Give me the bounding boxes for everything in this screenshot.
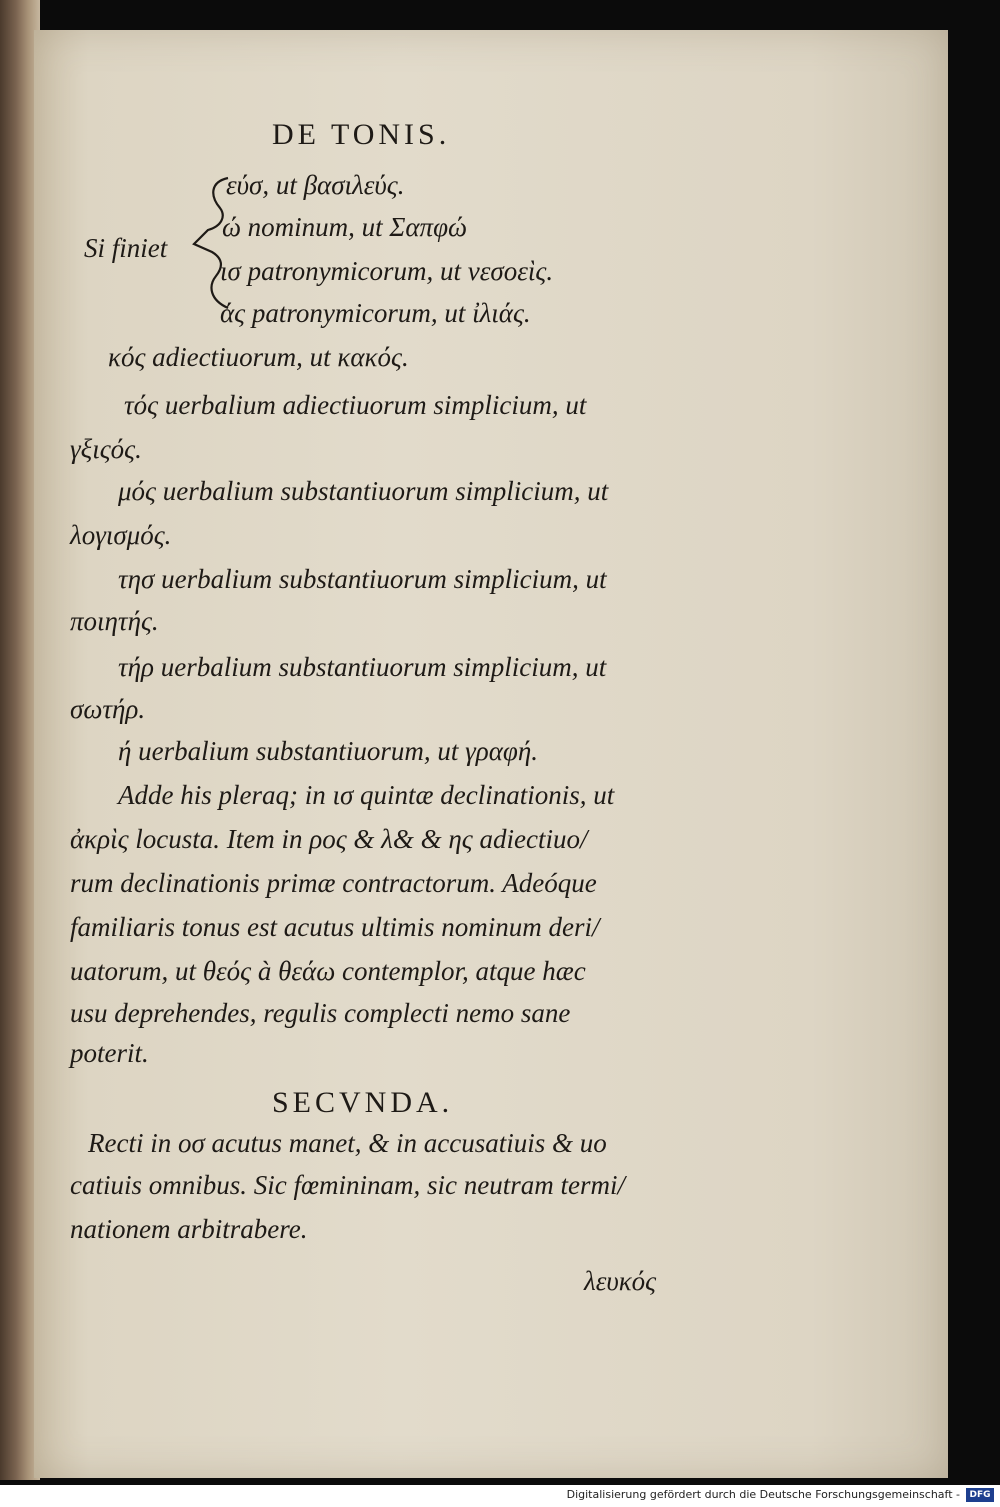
text-line: uatorum, ut θεός à θεάω contemplor, atque hæc (70, 956, 586, 986)
text-line: ή uerbalium substantiuorum, ut γραφή. (118, 736, 539, 766)
text-line: Adde his pleraq; in ισ quintæ declinationis, ut (118, 780, 615, 810)
text-line: familiaris tonus est acutus ultimis nominum deri/ (70, 912, 600, 942)
bracket-line: εύσ, ut βασιλεύς. (226, 170, 405, 200)
text-line: τός uerbalium adiectiuorum simplicium, ut (124, 390, 587, 420)
footer-credit: Digitalisierung gefördert durch die Deutsche Forschungsgemeinschaft - (566, 1488, 960, 1501)
text-line: poterit. (70, 1038, 149, 1068)
text-line: ποιητής. (70, 606, 159, 636)
bracket-line: ισ patronymicorum, ut νεσοεὶς. (220, 256, 554, 286)
text-line: usu deprehendes, regulis complecti nemo sane (70, 998, 571, 1028)
text-line: κός adiectiuorum, ut κακός. (108, 342, 409, 372)
text-line: μός uerbalium substantiuorum simplicium, ut (118, 476, 609, 506)
si-finiet-label: Si finiet (84, 233, 168, 263)
text-line: τήρ uerbalium substantiuorum simplicium, ut (118, 652, 607, 682)
text-line: rum declinationis primæ contractorum. Adeóque (70, 868, 597, 898)
page-header: DE TONIS. (272, 118, 451, 151)
bracket-line: άς patronymicorum, ut ἰλιάς. (220, 298, 531, 328)
section-title: SECVNDA. (272, 1086, 454, 1119)
section-line: Recti in οσ acutus manet, & in accusatiuis & uo (88, 1128, 607, 1158)
text-line: τησ uerbalium substantiuorum simplicium, ut (118, 564, 607, 594)
text-line: γξιςός. (70, 434, 142, 464)
bracket-line: ώ nominum, ut Σαπφώ (222, 212, 467, 242)
section-line: catiuis omnibus. Sic fœmininam, sic neutram termi/ (70, 1170, 625, 1200)
text-line: λογισμός. (70, 520, 172, 550)
dfg-logo: DFG (966, 1488, 994, 1502)
catchword: λευκός (584, 1266, 657, 1296)
section-line: nationem arbitrabere. (70, 1214, 308, 1244)
text-line: ἀκρὶς locusta. Item in ρος & λ& & ης adiectiuo/ (70, 824, 588, 854)
footer-bar (0, 1485, 1000, 1507)
text-line: σωτήρ. (70, 694, 146, 724)
